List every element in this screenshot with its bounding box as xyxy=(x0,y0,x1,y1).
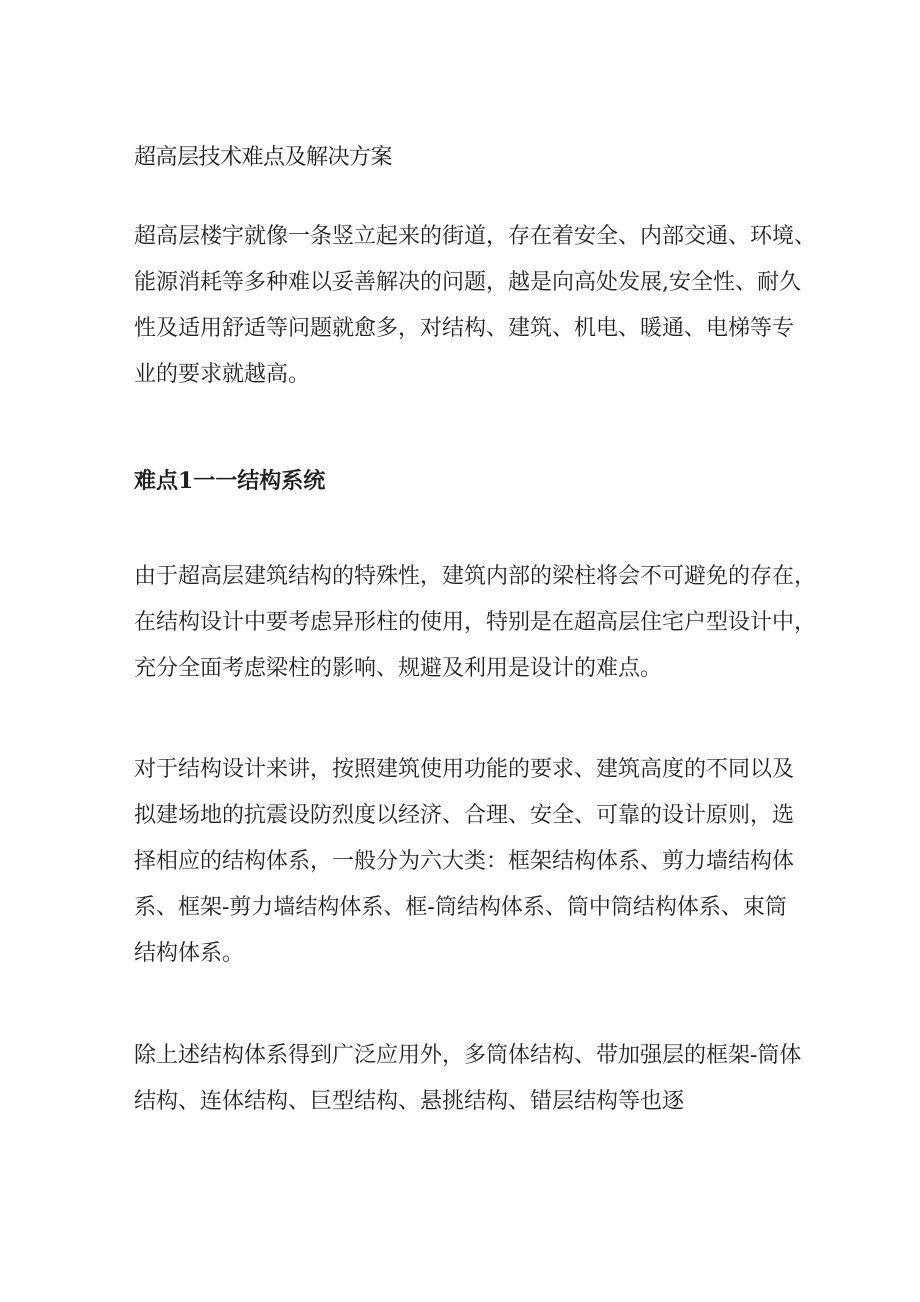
intro-paragraph xyxy=(134,214,816,398)
document-title: 超高层技术难点及解决方案 xyxy=(134,145,393,170)
paragraph-line: 除上述结构体系得到广泛应用外，多筒体结构、带加强层的框架-筒体 xyxy=(134,1043,802,1068)
paragraph-line: 超高层楼宇就像一条竖立起来的街道，存在着安全、内部交通、环境、 xyxy=(134,224,817,249)
other-structures-paragraph xyxy=(134,1033,801,1125)
beam-column-paragraph xyxy=(134,554,816,692)
paragraph-line: 性及适用舒适等问题就愈多，对结构、建筑、机电、暖通、电梯等专 xyxy=(134,316,795,341)
paragraph-line: 业的要求就越高。 xyxy=(134,362,311,387)
paragraph-line: 由于超高层建筑结构的特殊性，建筑内部的梁柱将会不可避免的存在， xyxy=(134,564,817,589)
paragraph-line: 择相应的结构体系，一般分为六大类：框架结构体系、剪力墙结构体 xyxy=(134,849,795,874)
structure-system-paragraph xyxy=(134,747,794,977)
paragraph-line: 拟建场地的抗震设防烈度以经济、合理、安全、可靠的设计原则，选 xyxy=(134,803,795,828)
paragraph-line: 在结构设计中要考虑异形柱的使用，特别是在超高层住宅户型设计中， xyxy=(134,610,817,635)
paragraph-line: 结构、连体结构、巨型结构、悬挑结构、错层结构等也逐 xyxy=(134,1089,685,1114)
paragraph-line: 结构体系。 xyxy=(134,941,245,966)
section-heading: 难点1一一结构系统 xyxy=(134,468,326,494)
paragraph-line: 系、框架-剪力墙结构体系、框-筒结构体系、筒中筒结构体系、束筒 xyxy=(134,895,787,920)
paragraph-line: 对于结构设计来讲，按照建筑使用功能的要求、建筑高度的不同以及 xyxy=(134,757,795,782)
paragraph-line: 能源消耗等多种难以妥善解决的问题，越是向高处发展,安全性、耐久 xyxy=(134,270,801,295)
paragraph-line: 充分全面考虑梁柱的影响、规避及利用是设计的难点。 xyxy=(134,656,663,681)
